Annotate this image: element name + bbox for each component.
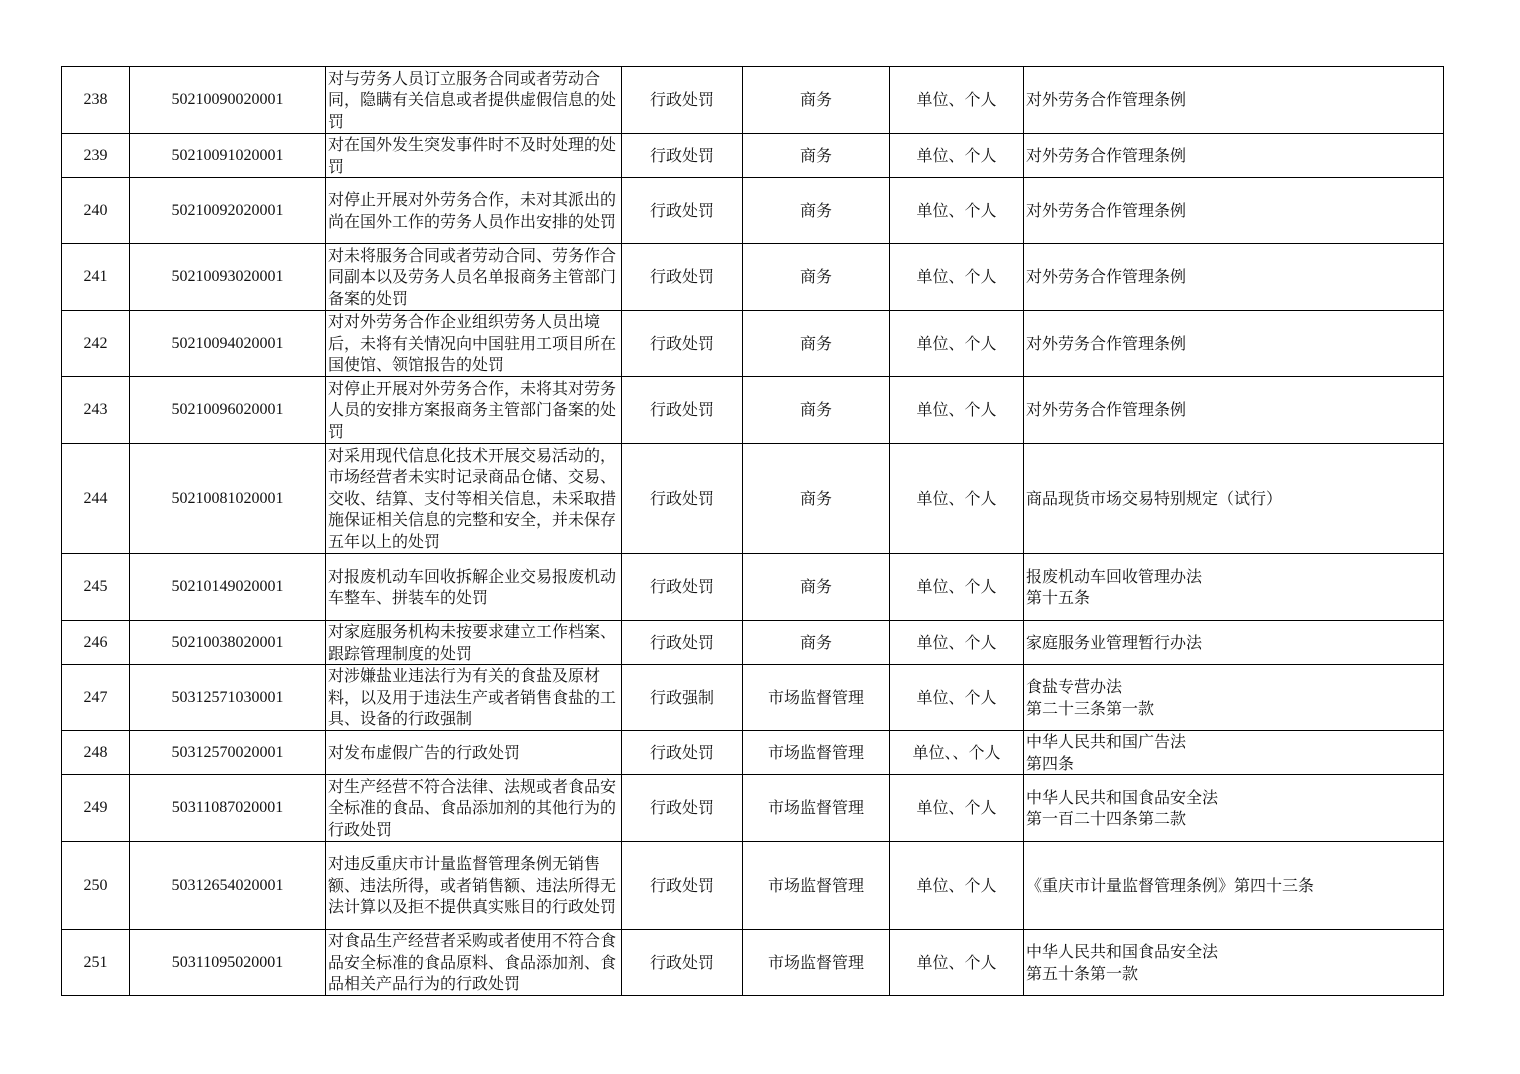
- table-row: [62, 842, 1444, 930]
- row-number-cell: 240: [62, 178, 130, 244]
- row-number-cell: 238: [62, 67, 130, 134]
- item-type-cell: 行政处罚: [622, 842, 743, 930]
- legal-basis-cell: 家庭服务业管理暂行办法: [1024, 621, 1444, 665]
- item-code-cell: 50312570020001: [130, 731, 326, 775]
- target-object-cell: 单位、个人: [890, 621, 1024, 665]
- item-name-cell: 对家庭服务机构未按要求建立工作档案、跟踪管理制度的处罚: [326, 621, 622, 665]
- legal-basis-cell: 中华人民共和国广告法 第四条: [1024, 731, 1444, 775]
- table-row: [62, 311, 1444, 377]
- legal-basis-cell: 对外劳务合作管理条例: [1024, 377, 1444, 444]
- item-name-cell: 对食品生产经营者采购或者使用不符合食品安全标准的食品原料、食品添加剂、食品相关产品行为的行政处罚: [326, 930, 622, 996]
- item-name-cell: 对发布虚假广告的行政处罚: [326, 731, 622, 775]
- row-number-cell: 243: [62, 377, 130, 444]
- item-type-cell: 行政处罚: [622, 930, 743, 996]
- item-name-cell: 对未将服务合同或者劳动合同、劳务作合同副本以及劳务人员名单报商务主管部门备案的处罚: [326, 244, 622, 311]
- row-number-cell: 241: [62, 244, 130, 311]
- table-row: [62, 134, 1444, 178]
- row-number-cell: 248: [62, 731, 130, 775]
- department-cell: 商务: [743, 311, 890, 377]
- row-number-cell: 246: [62, 621, 130, 665]
- department-cell: 商务: [743, 244, 890, 311]
- legal-basis-cell: 对外劳务合作管理条例: [1024, 134, 1444, 178]
- target-object-cell: 单位、个人: [890, 775, 1024, 842]
- table-row: [62, 775, 1444, 842]
- item-code-cell: 50210094020001: [130, 311, 326, 377]
- target-object-cell: 单位、个人: [890, 842, 1024, 930]
- table-row: [62, 178, 1444, 244]
- department-cell: 商务: [743, 621, 890, 665]
- row-number-cell: 244: [62, 444, 130, 554]
- item-name-cell: 对生产经营不符合法律、法规或者食品安全标准的食品、食品添加剂的其他行为的行政处罚: [326, 775, 622, 842]
- legal-basis-cell: 对外劳务合作管理条例: [1024, 244, 1444, 311]
- row-number-cell: 242: [62, 311, 130, 377]
- item-name-cell: 对报废机动车回收拆解企业交易报废机动车整车、拼装车的处罚: [326, 554, 622, 621]
- department-cell: 市场监督管理: [743, 731, 890, 775]
- table-row: [62, 554, 1444, 621]
- row-number-cell: 249: [62, 775, 130, 842]
- item-type-cell: 行政处罚: [622, 377, 743, 444]
- table-row: [62, 621, 1444, 665]
- item-list-table: [61, 66, 1444, 996]
- item-type-cell: 行政处罚: [622, 134, 743, 178]
- item-name-cell: 对停止开展对外劳务合作，未将其对劳务人员的安排方案报商务主管部门备案的处罚: [326, 377, 622, 444]
- item-type-cell: 行政强制: [622, 665, 743, 731]
- item-name-cell: 对采用现代信息化技术开展交易活动的，市场经营者未实时记录商品仓储、交易、交收、结算、支付等相关信息，未采取措施保证相关信息的完整和安全，并未保存五年以上的处罚: [326, 444, 622, 554]
- item-name-cell: 对违反重庆市计量监督管理条例无销售额、违法所得，或者销售额、违法所得无法计算以及拒不提供真实账目的行政处罚: [326, 842, 622, 930]
- item-code-cell: 50311087020001: [130, 775, 326, 842]
- target-object-cell: 单位、个人: [890, 665, 1024, 731]
- item-type-cell: 行政处罚: [622, 775, 743, 842]
- legal-basis-cell: 对外劳务合作管理条例: [1024, 178, 1444, 244]
- target-object-cell: 单位、个人: [890, 134, 1024, 178]
- item-code-cell: 50210038020001: [130, 621, 326, 665]
- legal-basis-cell: 《重庆市计量监督管理条例》第四十三条: [1024, 842, 1444, 930]
- department-cell: 市场监督管理: [743, 665, 890, 731]
- table-row: [62, 244, 1444, 311]
- table-row: [62, 665, 1444, 731]
- item-type-cell: 行政处罚: [622, 621, 743, 665]
- target-object-cell: 单位、、个人: [890, 731, 1024, 775]
- target-object-cell: 单位、个人: [890, 311, 1024, 377]
- target-object-cell: 单位、个人: [890, 377, 1024, 444]
- row-number-cell: 251: [62, 930, 130, 996]
- legal-basis-cell: 中华人民共和国食品安全法 第五十条第一款: [1024, 930, 1444, 996]
- item-name-cell: 对与劳务人员订立服务合同或者劳动合同，隐瞒有关信息或者提供虚假信息的处罚: [326, 67, 622, 134]
- table-row: [62, 930, 1444, 996]
- target-object-cell: 单位、个人: [890, 178, 1024, 244]
- item-type-cell: 行政处罚: [622, 67, 743, 134]
- item-code-cell: 50210096020001: [130, 377, 326, 444]
- table-body: [62, 67, 1444, 996]
- item-code-cell: 50210090020001: [130, 67, 326, 134]
- legal-basis-cell: 报废机动车回收管理办法 第十五条: [1024, 554, 1444, 621]
- table-row: [62, 67, 1444, 134]
- legal-basis-cell: 食盐专营办法 第二十三条第一款: [1024, 665, 1444, 731]
- item-type-cell: 行政处罚: [622, 731, 743, 775]
- legal-basis-cell: 中华人民共和国食品安全法 第一百二十四条第二款: [1024, 775, 1444, 842]
- department-cell: 商务: [743, 444, 890, 554]
- table-row: [62, 731, 1444, 775]
- item-name-cell: 对涉嫌盐业违法行为有关的食盐及原材料，以及用于违法生产或者销售食盐的工具、设备的行政强制: [326, 665, 622, 731]
- table-row: [62, 444, 1444, 554]
- item-code-cell: 50210149020001: [130, 554, 326, 621]
- department-cell: 商务: [743, 134, 890, 178]
- item-code-cell: 50210092020001: [130, 178, 326, 244]
- target-object-cell: 单位、个人: [890, 67, 1024, 134]
- target-object-cell: 单位、个人: [890, 554, 1024, 621]
- item-type-cell: 行政处罚: [622, 311, 743, 377]
- department-cell: 市场监督管理: [743, 930, 890, 996]
- department-cell: 商务: [743, 554, 890, 621]
- item-code-cell: 50312654020001: [130, 842, 326, 930]
- target-object-cell: 单位、个人: [890, 444, 1024, 554]
- item-code-cell: 50210093020001: [130, 244, 326, 311]
- department-cell: 商务: [743, 67, 890, 134]
- row-number-cell: 239: [62, 134, 130, 178]
- legal-basis-cell: 对外劳务合作管理条例: [1024, 311, 1444, 377]
- department-cell: 市场监督管理: [743, 775, 890, 842]
- item-name-cell: 对停止开展对外劳务合作，未对其派出的尚在国外工作的劳务人员作出安排的处罚: [326, 178, 622, 244]
- row-number-cell: 247: [62, 665, 130, 731]
- item-name-cell: 对在国外发生突发事件时不及时处理的处罚: [326, 134, 622, 178]
- item-type-cell: 行政处罚: [622, 178, 743, 244]
- target-object-cell: 单位、个人: [890, 930, 1024, 996]
- item-name-cell: 对对外劳务合作企业组织劳务人员出境后，未将有关情况向中国驻用工项目所在国使馆、领馆报告的处罚: [326, 311, 622, 377]
- item-code-cell: 50312571030001: [130, 665, 326, 731]
- item-code-cell: 50210091020001: [130, 134, 326, 178]
- item-type-cell: 行政处罚: [622, 444, 743, 554]
- department-cell: 市场监督管理: [743, 842, 890, 930]
- item-code-cell: 50210081020001: [130, 444, 326, 554]
- item-type-cell: 行政处罚: [622, 554, 743, 621]
- row-number-cell: 250: [62, 842, 130, 930]
- table-row: [62, 377, 1444, 444]
- department-cell: 商务: [743, 377, 890, 444]
- legal-basis-cell: 商品现货市场交易特别规定（试行）: [1024, 444, 1444, 554]
- item-code-cell: 50311095020001: [130, 930, 326, 996]
- row-number-cell: 245: [62, 554, 130, 621]
- legal-basis-cell: 对外劳务合作管理条例: [1024, 67, 1444, 134]
- target-object-cell: 单位、个人: [890, 244, 1024, 311]
- item-type-cell: 行政处罚: [622, 244, 743, 311]
- department-cell: 商务: [743, 178, 890, 244]
